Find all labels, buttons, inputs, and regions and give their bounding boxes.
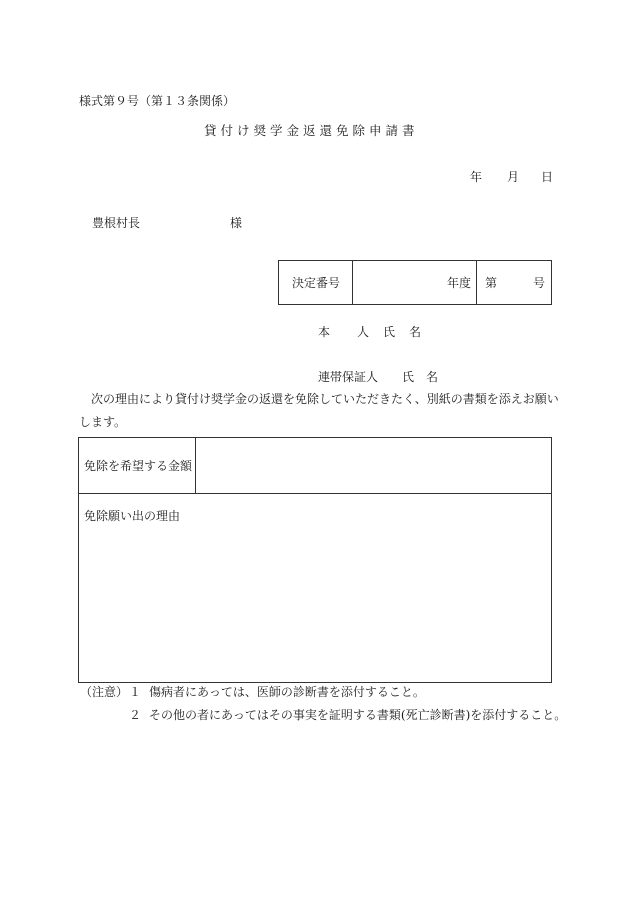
notes-label: （注意）	[80, 685, 129, 699]
decision-number-label: 決定番号	[292, 276, 341, 290]
decision-divider	[352, 260, 353, 305]
decision-number-suffix: 号	[533, 276, 546, 290]
form-number-label: 様式第９号（第１３条関係）	[79, 94, 236, 108]
note-text: 傷病者にあっては、医師の診断書を添付すること。	[149, 685, 425, 699]
note-number: ２	[129, 708, 142, 722]
application-table	[78, 437, 552, 683]
date-year-label: 年	[470, 170, 483, 184]
addressee-honorific: 様	[230, 216, 243, 230]
decision-fiscal-year-label: 年度	[447, 276, 472, 290]
reason-label: 免除願い出の理由	[84, 509, 181, 523]
table-row-divider	[78, 493, 552, 494]
date-day-label: 日	[541, 170, 554, 184]
guarantor-name-label: 連帯保証人 氏 名	[318, 370, 439, 384]
form-title: 貸付け奨学金返還免除申請書	[204, 123, 419, 138]
date-month-label: 月	[507, 170, 520, 184]
statement-line-1: 次の理由により貸付け奨学金の返還を免除していただきたく、別紙の書類を添えお願い	[91, 392, 559, 406]
principal-name-label: 本 人 氏 名	[318, 325, 423, 339]
table-column-divider	[195, 437, 196, 494]
amount-label: 免除を希望する金額	[84, 459, 193, 473]
decision-number-prefix: 第	[485, 276, 498, 290]
decision-divider	[476, 260, 477, 305]
note-number: １	[129, 685, 142, 699]
note-text: その他の者にあってはその事実を証明する書類(死亡診断書)を添付すること。	[149, 708, 567, 722]
addressee-name: 豊根村長	[92, 216, 141, 230]
statement-line-2: します。	[79, 415, 127, 429]
